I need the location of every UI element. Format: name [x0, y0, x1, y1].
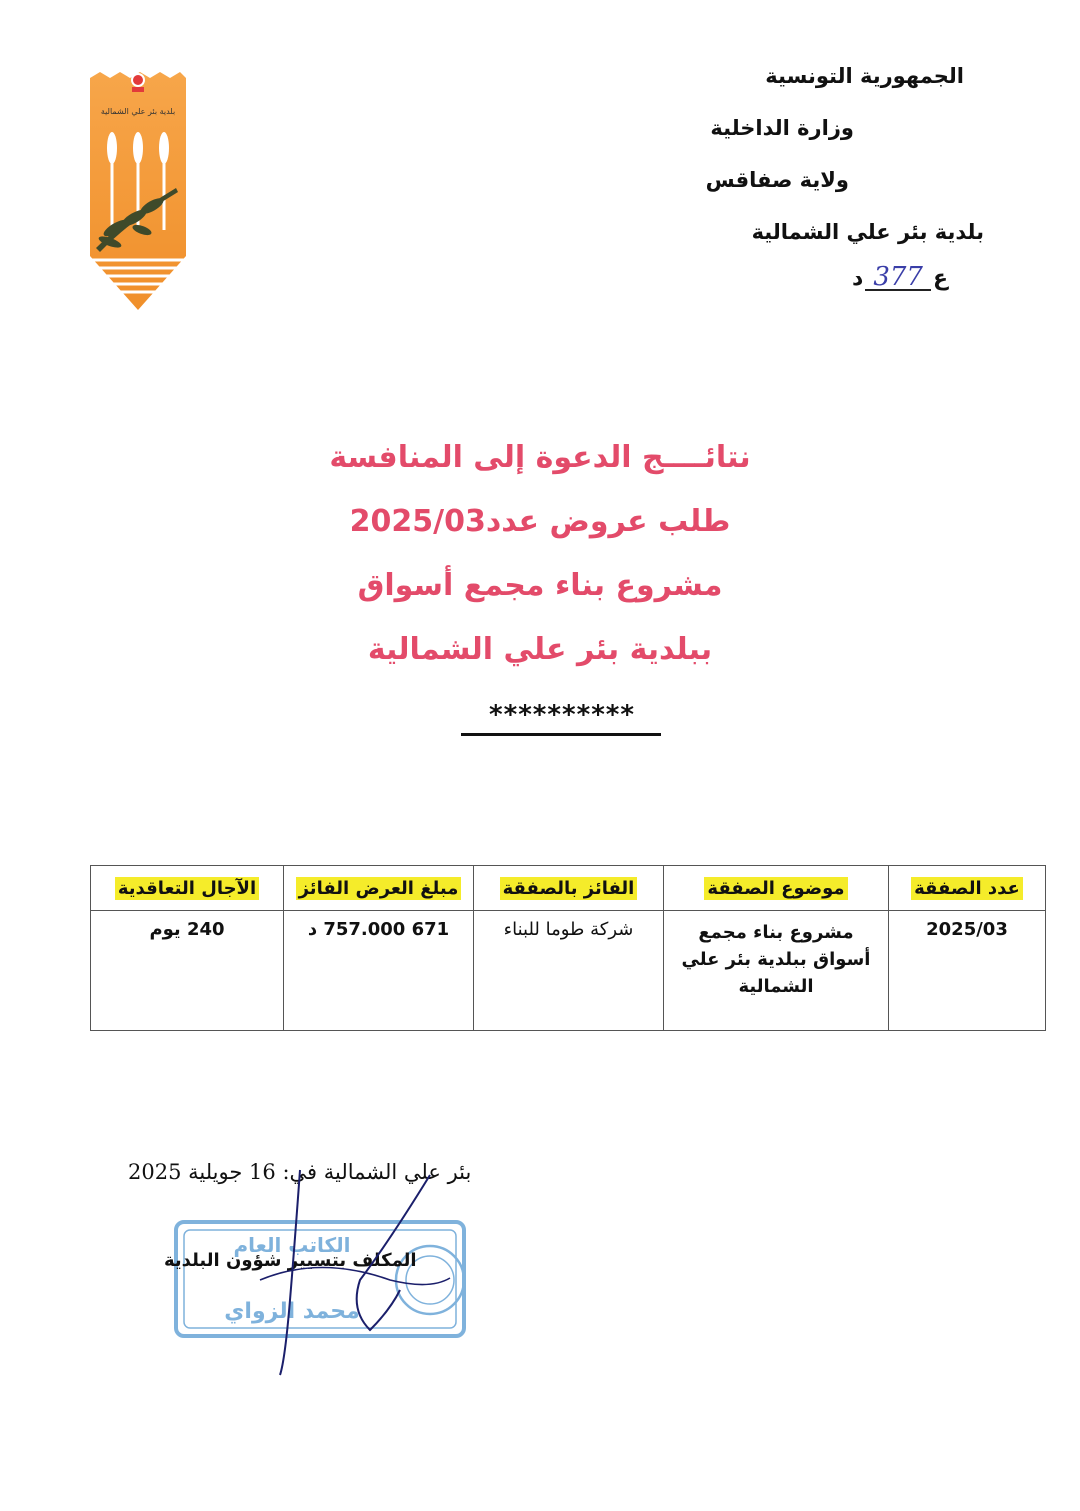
cell-contract-subject: مشروع بناء مجمع أسواق ببلدية بئر علي الشمالية [664, 911, 889, 1031]
logo-text: بلدية بئر علي الشمالية [100, 107, 176, 116]
title-line-4: ببلدية بئر علي الشمالية [367, 632, 713, 667]
title-separator-line [461, 733, 661, 736]
cell-amount: 671 757.000 د [284, 911, 474, 1031]
header-ministry: وزارة الداخلية [710, 116, 854, 140]
cell-duration: 240 يوم [91, 911, 284, 1031]
place-and-date: بئر علي الشمالية في: 16 جويلية 2025 [128, 1160, 472, 1184]
table-header-row [91, 866, 1046, 911]
title-line-3: مشروع بناء مجمع أسواق [357, 568, 723, 603]
table-row [91, 911, 1046, 1031]
header-governorate: ولاية صفاقس [705, 168, 849, 192]
title-line-1: نتائــــج الدعوة إلى المنافسة [329, 440, 751, 475]
reference-label-end: د [852, 266, 864, 291]
header-cell-subject: موضوع الصفقة [664, 866, 889, 911]
announcement-title [0, 436, 1080, 692]
municipality-logo [86, 68, 190, 314]
results-table [90, 865, 1046, 1031]
header-republic: الجمهورية التونسية [765, 64, 964, 88]
title-line-2: طلب عروض عدد2025/03 [349, 504, 731, 539]
cell-contract-number: 2025/03 [889, 911, 1046, 1031]
cell-winner: شركة طوما للبناء [474, 911, 664, 1031]
header-municipality: بلدية بئر علي الشمالية [751, 220, 984, 244]
header-cell-number: عدد الصفقة [889, 866, 1046, 911]
signatory-title: المكلف بتسيير شؤون البلدية [164, 1250, 417, 1271]
stamp-title: الكاتب العام [233, 1233, 351, 1257]
title-separator-stars: ********** [489, 700, 635, 730]
header-cell-winner: الفائز بالصفقة [474, 866, 664, 911]
header-cell-amount: مبلغ العرض الفائز [284, 866, 474, 911]
reference-value: 377 [865, 265, 931, 291]
reference-label-start: ع [932, 266, 948, 291]
reference-number [852, 262, 948, 292]
handwritten-signature [240, 1160, 460, 1380]
letterhead [624, 62, 984, 270]
header-cell-duration: الآجال التعاقدية [91, 866, 284, 911]
stamp-name: محمد الزواي [224, 1299, 360, 1324]
